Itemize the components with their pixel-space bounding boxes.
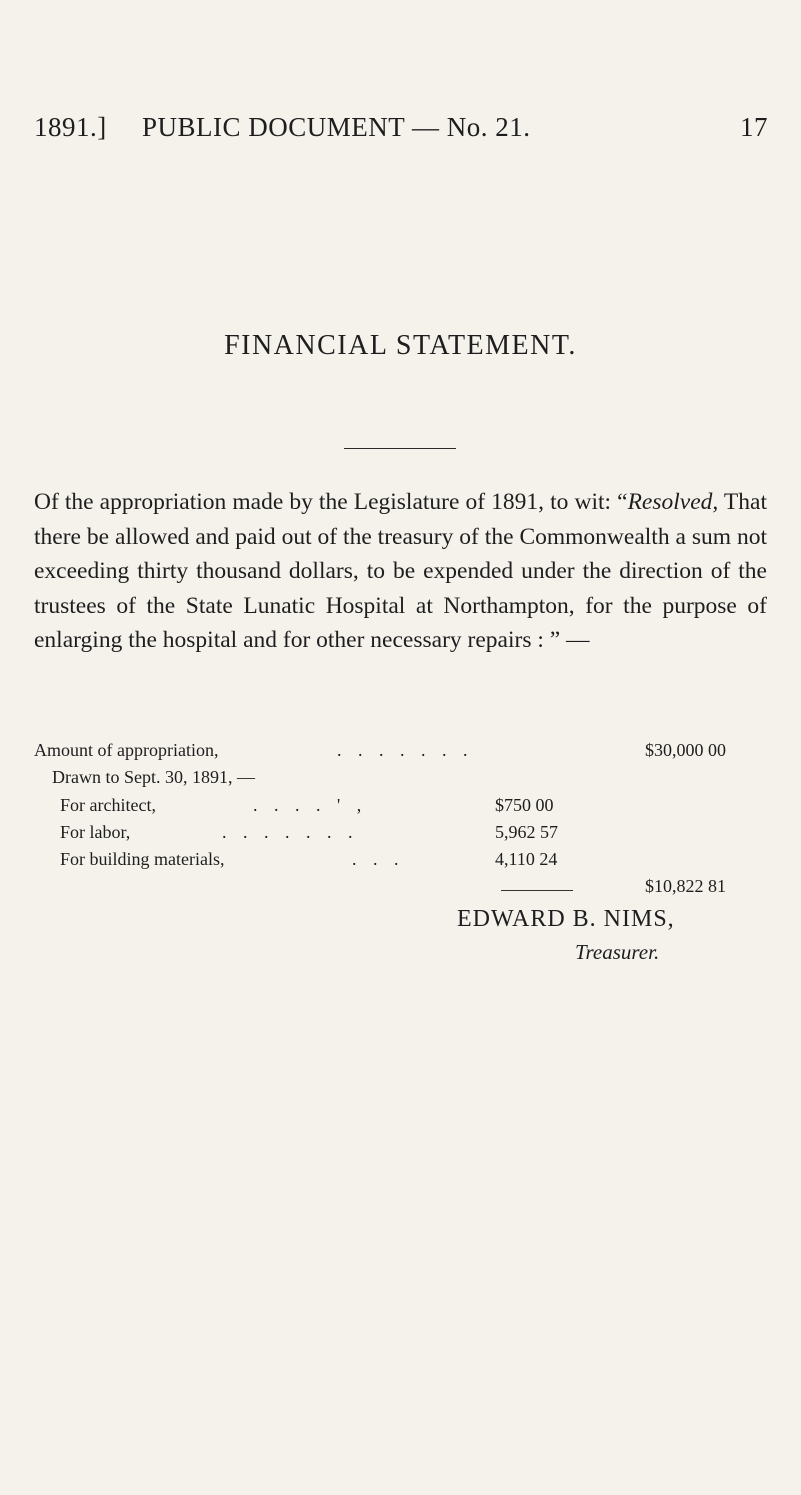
drawn-label: Drawn to Sept. 30, 1891, —	[52, 767, 255, 787]
appropriation-label: Amount of appropriation,	[34, 740, 219, 760]
header-title: PUBLIC DOCUMENT — No. 21.	[142, 112, 531, 142]
materials-amount: 4,110 24	[495, 849, 558, 869]
labor-dot-leader: . . . . . . .	[222, 822, 359, 842]
materials-dot-leader: . . .	[352, 849, 405, 869]
body-paragraph	[34, 485, 767, 658]
page-number: 17	[740, 112, 768, 142]
architect-amount: $750 00	[495, 795, 554, 815]
header-year: 1891.]	[34, 112, 107, 142]
architect-label: For architect,	[60, 795, 156, 815]
materials-label: For building materials,	[60, 849, 225, 869]
document-title: FINANCIAL STATEMENT.	[224, 330, 577, 361]
subtotal-rule	[501, 890, 573, 891]
drawn-total: $10,822 81	[645, 876, 726, 896]
signature-title: Treasurer.	[575, 940, 660, 964]
labor-label: For labor,	[60, 822, 131, 842]
paragraph-intro: Of the appropriation made by the Legislature of 1891, to wit: “	[34, 489, 628, 515]
signature-name: EDWARD B. NIMS,	[457, 906, 675, 932]
appropriation-dot-leader: . . . . . . .	[337, 740, 474, 760]
architect-dot-leader: . . . . ' ,	[253, 795, 368, 815]
title-rule	[344, 448, 456, 449]
labor-amount: 5,962 57	[495, 822, 558, 842]
paragraph-resolved: Resolved,	[627, 489, 719, 515]
paragraph-rest: That there be allowed and paid out of the treasury of the Commonwealth a sum not exceeding thirty thousand dollars, to be expended under the direction of the trustees of the State Lunatic Hospital at Northampton, for the purpose of enlarging the hospital and for other necessary repairs : ” —	[34, 489, 767, 653]
appropriation-total: $30,000 00	[645, 740, 726, 760]
